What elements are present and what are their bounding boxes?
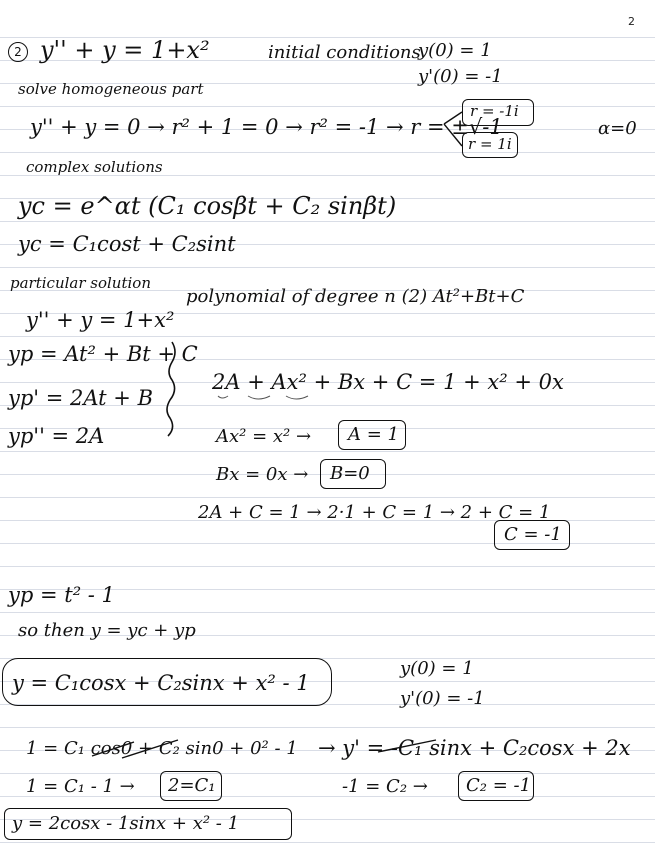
- initial-conditions-label: initial conditions: [268, 42, 421, 63]
- yp-result: yp = t² - 1: [8, 583, 115, 607]
- initial-condition-y0: y(0) = 1: [418, 40, 492, 61]
- left-brace-mark: [167, 342, 175, 436]
- complex-heading: complex solutions: [26, 158, 163, 176]
- answer-a: A = 1: [348, 424, 399, 445]
- substituted-equation: 2A + Ax² + Bx + C = 1 + x² + 0x: [212, 370, 564, 394]
- answer-b: B=0: [330, 463, 370, 484]
- characteristic-equation: y'' + y = 0 → r² + 1 = 0 → r² = -1 → r = ±√-1: [30, 115, 503, 139]
- root-positive: r = 1i: [468, 135, 512, 153]
- root-branch-mark: [444, 112, 462, 146]
- particular-equation: y'' + y = 1+x²: [26, 308, 175, 332]
- answer-c: C = -1: [504, 524, 562, 545]
- particular-heading: particular solution: [10, 274, 151, 292]
- equation: y'' + y = 1+x²: [40, 36, 210, 64]
- yc-general-form: yc = e^αt (C₁ cosβt + C₂ sinβt): [18, 192, 397, 220]
- alpha-note: α=0: [598, 118, 637, 139]
- derivative-line: → y' = -C₁ sinx + C₂cosx + 2x: [318, 736, 631, 760]
- problem-number: 2: [8, 42, 28, 62]
- so-then-line: so then y = yc + yp: [18, 620, 196, 641]
- general-solution: y = C₁cosx + C₂sinx + x² - 1: [12, 671, 310, 695]
- coefficient-c-step: 2A + C = 1 → 2·1 + C = 1 → 2 + C = 1: [198, 502, 551, 523]
- underline-marks: [218, 396, 308, 399]
- strike-through-mark: [92, 740, 178, 758]
- coefficient-b-step: Bx = 0x →: [216, 464, 309, 485]
- ic-y0: y(0) = 1: [400, 658, 474, 679]
- answer-c1: 2=C₁: [168, 775, 216, 796]
- yc-solution: yc = C₁cost + C₂sint: [18, 232, 236, 256]
- yp-first-derivative: yp' = 2At + B: [8, 386, 154, 410]
- solve-c1-line: 1 = C₁ - 1 →: [26, 776, 135, 797]
- initial-condition-yp0: y'(0) = -1: [418, 66, 503, 87]
- strike-through-derivative-mark: [378, 740, 436, 752]
- page-number: 2: [628, 15, 635, 28]
- polynomial-note: polynomial of degree n (2) At²+Bt+C: [186, 286, 525, 307]
- homogeneous-heading: solve homogeneous part: [18, 80, 204, 98]
- final-answer: y = 2cosx - 1sinx + x² - 1: [12, 813, 240, 834]
- substitution-line: 1 = C₁ cos0 + C₂ sin0 + 0² - 1: [26, 738, 298, 759]
- yp-second-derivative: yp'' = 2A: [8, 424, 105, 448]
- coefficient-a-step: Ax² = x² →: [216, 426, 312, 447]
- answer-c2: C₂ = -1: [466, 775, 532, 796]
- solve-c2-line: -1 = C₂ →: [342, 776, 428, 797]
- root-negative: r = -1i: [470, 102, 519, 120]
- yp-form: yp = At² + Bt + C: [8, 342, 198, 366]
- ic-yprime0: y'(0) = -1: [400, 688, 485, 709]
